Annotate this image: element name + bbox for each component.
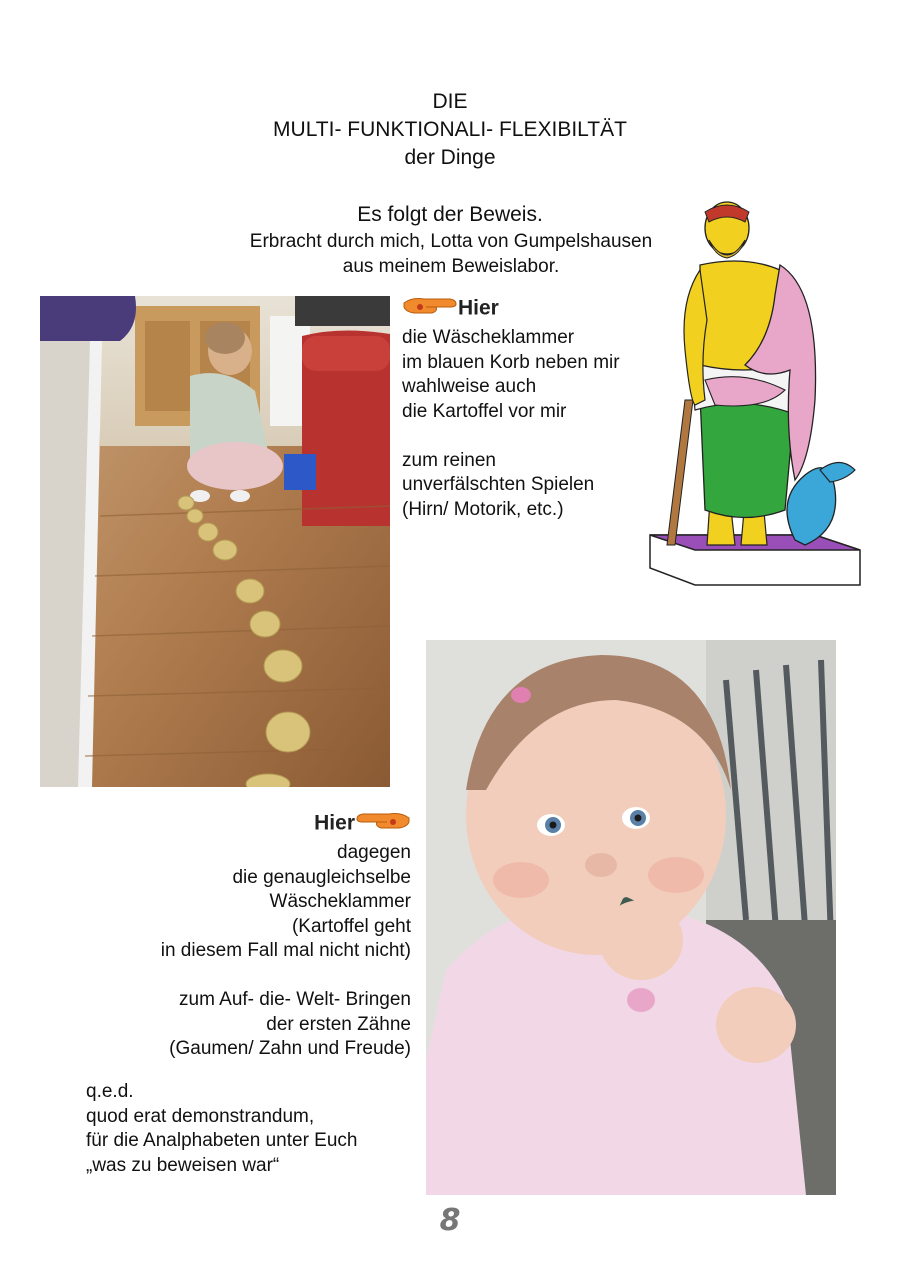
photo-child-potatoes <box>40 296 390 787</box>
intro-sub <box>228 229 674 279</box>
section-2-line: (Gaumen/ Zahn und Freude) <box>169 1038 411 1059</box>
section-1-line: unverfälschten Spielen <box>402 474 595 495</box>
title-line-2: MULTI- FUNKTIONALI- FLEXIBILTÄT <box>273 118 627 141</box>
intro-line-3: aus meinem Beweislabor. <box>342 256 560 277</box>
title-line-1: DIE <box>432 90 468 113</box>
pointing-hand-left-icon <box>355 808 411 841</box>
section-1-line: im blauen Korb neben mir <box>402 351 620 373</box>
photo-child-clothespin <box>426 640 836 1195</box>
section-2-line: dagegen <box>337 842 411 863</box>
closing-line: quod erat demonstrandum, <box>86 1105 315 1127</box>
closing-text <box>86 1080 357 1178</box>
closing-line: q.e.d. <box>86 1081 134 1102</box>
closing-line: „was zu beweisen war“ <box>86 1154 280 1176</box>
section-1-text <box>402 293 620 522</box>
section-2-line: in diesem Fall mal nicht nicht) <box>160 940 411 961</box>
section-1-line: wahlweise auch <box>402 376 537 397</box>
section-1-header <box>402 293 620 326</box>
asclepius-statue-illustration <box>645 200 865 590</box>
page-title <box>0 88 900 172</box>
page-number: 8 <box>439 1203 461 1238</box>
section-2-line: der ersten Zähne <box>266 1013 411 1035</box>
intro-line-1: Es folgt der Beweis. <box>357 203 543 226</box>
section-2-text <box>60 808 411 1062</box>
section-1-hier: Hier <box>458 296 499 320</box>
section-2-line: (Kartoffel geht <box>291 915 411 937</box>
closing-line: für die Analphabeten unter Euch <box>86 1130 358 1151</box>
section-2-line: Wäscheklammer <box>269 891 411 912</box>
section-1-line: (Hirn/ Motorik, etc.) <box>402 498 564 520</box>
section-2-line: zum Auf- die- Welt- Bringen <box>179 989 411 1010</box>
intro-line-2: Erbracht durch mich, Lotta von Gumpelshausen <box>249 231 653 252</box>
title-line-3: der Dinge <box>404 146 496 169</box>
section-1-line: die Wäscheklammer <box>402 327 575 348</box>
section-2-header <box>60 808 411 841</box>
section-1-line: zum reinen <box>402 449 496 471</box>
section-2-hier: Hier <box>314 811 355 835</box>
section-2-line: die genaugleichselbe <box>232 866 411 888</box>
section-1-line: die Kartoffel vor mir <box>402 400 567 422</box>
pointing-hand-right-icon <box>402 293 458 326</box>
